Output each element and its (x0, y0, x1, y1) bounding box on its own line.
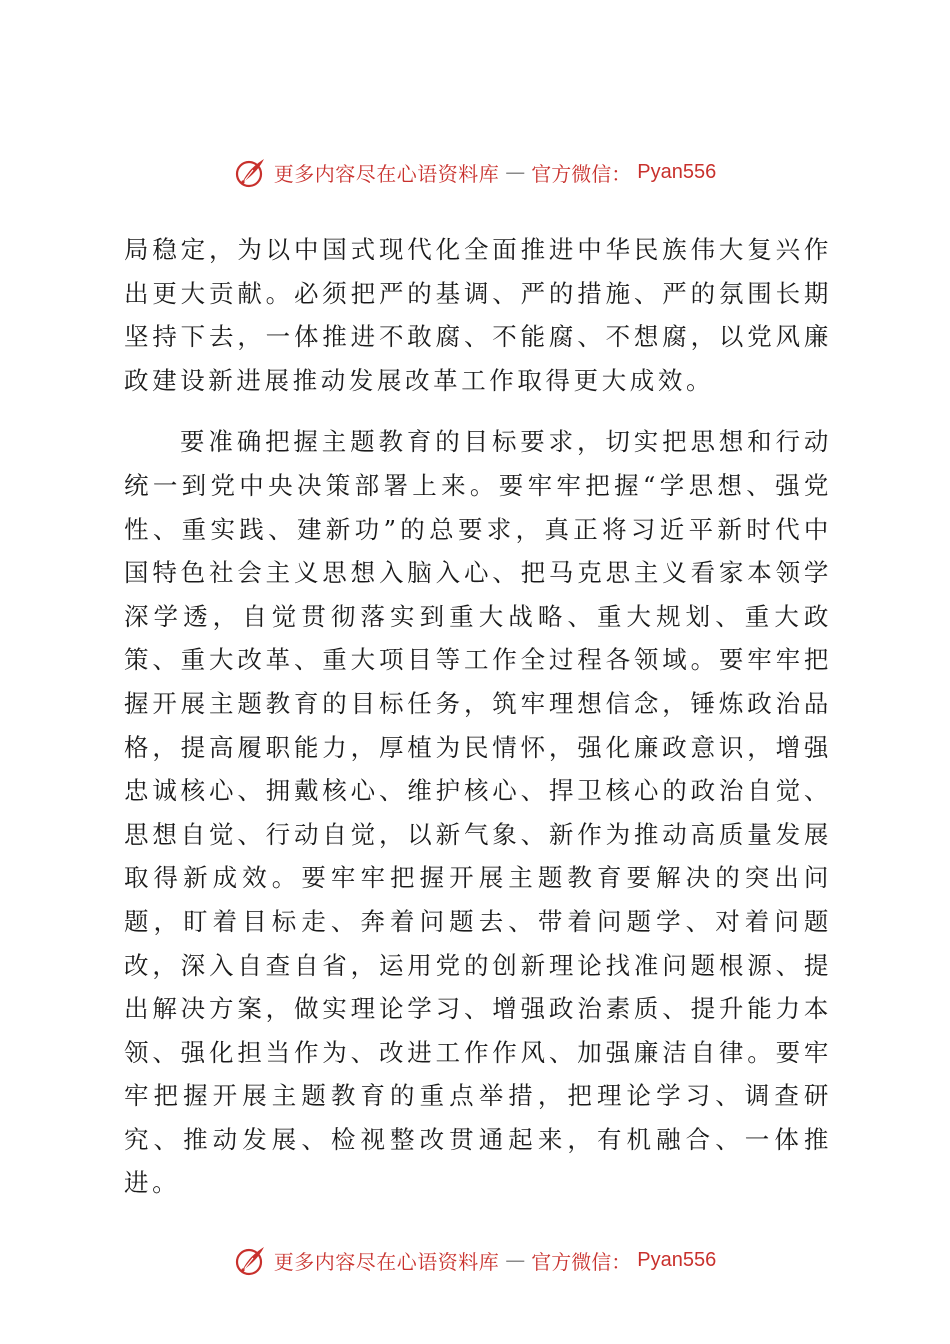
header-watermark (0, 152, 950, 192)
paragraph-1: 局稳定，为以中国式现代化全面推进中华民族伟大复兴作出更大贡献。必须把严的基调、严的措施、严的氛围长期坚持下去，一体推进不敢腐、不能腐、不想腐，以党风廉政建设新进展推动发展改革工作取得更大成效。 (124, 235, 832, 395)
document-body (124, 228, 832, 1205)
quill-pen-logo-icon (234, 155, 268, 189)
watermark-text: 更多内容尽在心语资料库 (273, 161, 500, 186)
watermark-contact-id: Pyan556 (637, 1248, 717, 1271)
watermark-contact-id: Pyan556 (637, 160, 717, 183)
watermark-contact-label: 官方微信： (531, 1249, 632, 1274)
quill-pen-logo-icon (234, 1243, 268, 1277)
watermark-separator: — (505, 160, 526, 184)
watermark-separator: — (505, 1248, 526, 1272)
watermark-contact-label: 官方微信： (531, 161, 632, 186)
paragraph-2: 要准确把握主题教育的目标要求，切实把思想和行动统一到党中央决策部署上来。要牢牢把握“学思想、强党性、重实践、建新功”的总要求，真正将习近平新时代中国特色社会主义思想入脑入心、把马克思主义看家本领学深学透，自觉贯彻落实到重大战略、重大规划、重大政策、重大改革、重大项目等工作全过程各领域。要牢牢把握开展主题教育的目标任务，筑牢理想信念，锤炼政治品格，提高履职能力，厚植为民情怀，强化廉政意识，增强忠诚核心、拥戴核心、维护核心、捍卫核心的政治自觉、思想自觉、行动自觉，以新气象、新作为推动高质量发展取得新成效。要牢牢把握开展主题教育要解决的突出问题，盯着目标走、奔着问题去、带着问题学、对着问题改，深入自查自省，运用党的创新理论找准问题根源、提出解决方案，做实理论学习、增强政治素质、提升能力本领、强化担当作为、改进工作作风、加强廉洁自律。要牢牢把握开展主题教育的重点举措，把理论学习、调查研究、推动发展、检视整改贯通起来，有机融合、一体推进。 (124, 427, 832, 1198)
watermark-text: 更多内容尽在心语资料库 (273, 1249, 500, 1274)
footer-watermark (0, 1240, 950, 1280)
